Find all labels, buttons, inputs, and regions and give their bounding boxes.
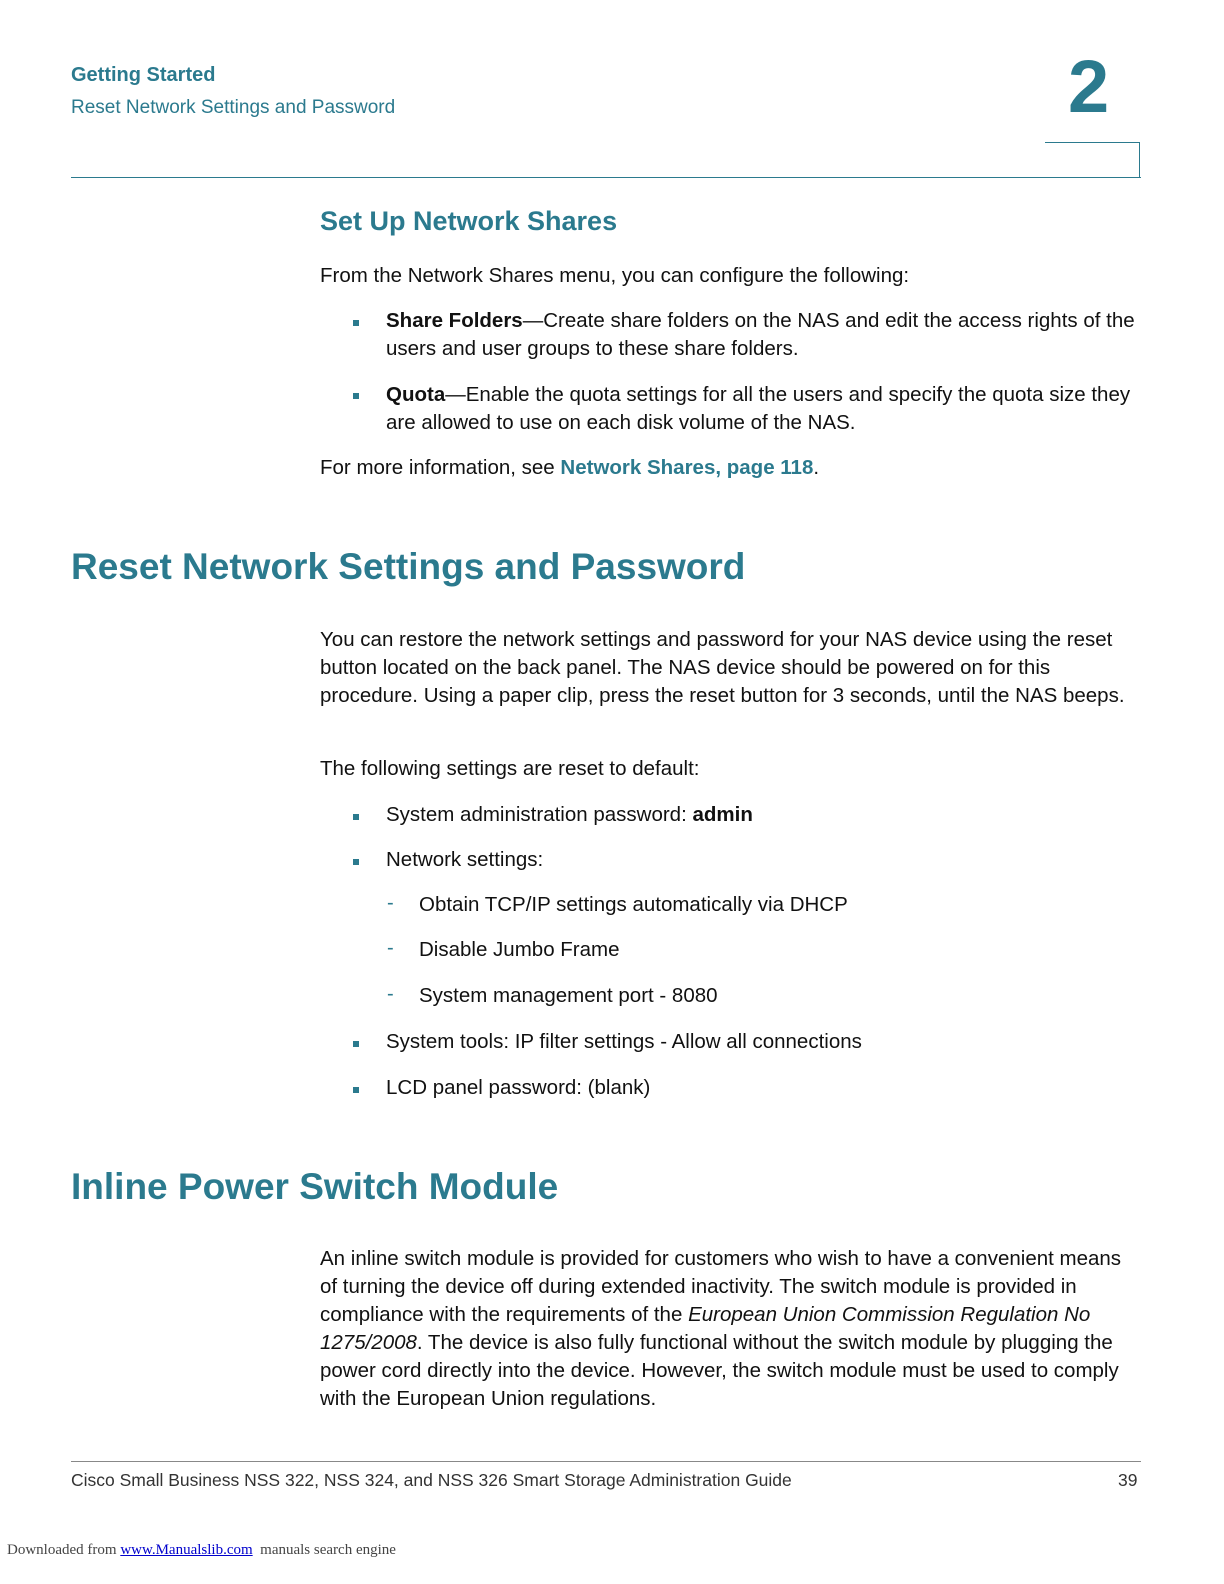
share-folders-desc: —Create share folders on the NAS and edit the access rights of the users and user groups to these share folders.	[386, 309, 1135, 360]
inline-para	[320, 1245, 1140, 1413]
inline-regulation: European Union Commission Regulation No 1275/2008	[320, 1303, 1091, 1354]
chapter-title: Getting Started	[71, 64, 216, 86]
share-folders-term: Share Folders	[386, 309, 523, 332]
dash-marker: -	[387, 983, 394, 1005]
inline-heading: Inline Power Switch Module	[71, 1166, 559, 1207]
chapter-number: 2	[1068, 45, 1110, 128]
footer-divider	[71, 1461, 1141, 1462]
quota-desc: —Enable the quota settings for all the users and specify the quota size they are allowed to use on each disk volume of the NAS.	[386, 383, 1131, 434]
header-divider	[71, 177, 1141, 178]
manualslib-link[interactable]: www.Manualslib.com	[120, 1542, 253, 1558]
bullet-icon	[353, 859, 359, 865]
more-info	[320, 454, 1140, 482]
bullet-icon	[353, 1041, 359, 1047]
share-folders-item	[386, 307, 1146, 363]
reset-para-2: The following settings are reset to default:	[320, 757, 700, 780]
inline-para-a: An inline switch module is provided for customers who wish to have a convenient means of turning the device off during extended inactivity. The switch module is provided in compliance with the requirements of the	[320, 1247, 1122, 1326]
admin-password-value: admin	[692, 803, 753, 826]
section-title: Reset Network Settings and Password	[71, 97, 396, 118]
sub-item-jumbo: Disable Jumbo Frame	[419, 938, 620, 961]
inline-para-b: . The device is also fully functional without the switch module by plugging the power cord directly into the device. However, the switch module must be used to comply with the European Union regulations.	[320, 1331, 1119, 1410]
download-notice	[7, 1542, 396, 1559]
network-shares-heading: Set Up Network Shares	[320, 206, 618, 236]
page-number: 39	[1118, 1470, 1138, 1490]
download-suffix: manuals search engine	[252, 1542, 396, 1558]
system-tools-item: System tools: IP filter settings - Allow all connections	[386, 1030, 862, 1053]
footer-title: Cisco Small Business NSS 322, NSS 324, and NSS 326 Smart Storage Administration Guide	[71, 1470, 792, 1490]
dash-marker: -	[387, 937, 394, 959]
bullet-icon	[353, 814, 359, 820]
sub-item-port: System management port - 8080	[419, 984, 718, 1007]
bullet-icon	[353, 393, 359, 399]
network-shares-intro: From the Network Shares menu, you can configure the following:	[320, 264, 910, 287]
quota-item	[386, 381, 1146, 437]
admin-password-label: System administration password:	[386, 803, 693, 826]
download-prefix: Downloaded from	[7, 1542, 121, 1558]
quota-term: Quota	[386, 383, 446, 406]
more-info-prefix: For more information, see	[320, 456, 561, 479]
dash-marker: -	[387, 892, 394, 914]
bullet-icon	[353, 1087, 359, 1093]
network-shares-link[interactable]: Network Shares, page 118	[560, 456, 814, 479]
bullet-icon	[353, 320, 359, 326]
more-info-suffix: .	[813, 456, 820, 479]
chapter-tab-box	[1045, 142, 1140, 177]
admin-password-item	[386, 801, 1146, 829]
lcd-password-item: LCD panel password: (blank)	[386, 1076, 651, 1099]
reset-heading: Reset Network Settings and Password	[71, 546, 746, 587]
network-settings-item: Network settings:	[386, 848, 544, 871]
reset-para-1: You can restore the network settings and password for your NAS device using the reset button located on the back panel. The NAS device should be powered on for this procedure. Using a paper clip, press the reset button for 3 seconds, until the NAS beeps.	[320, 628, 1125, 707]
sub-item-dhcp: Obtain TCP/IP settings automatically via DHCP	[419, 893, 848, 916]
